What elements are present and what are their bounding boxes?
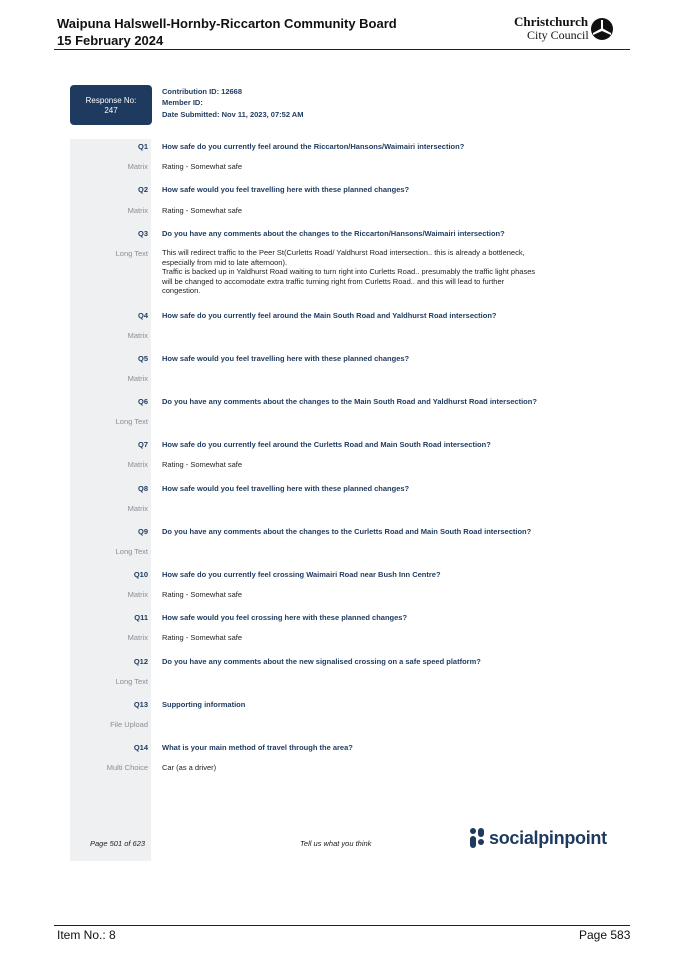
- response-label: Response No:: [85, 96, 137, 105]
- question-type: Matrix: [127, 590, 148, 599]
- question-text: How safe would you feel travelling here with these planned changes?: [162, 354, 410, 363]
- question-sidebar: [70, 139, 151, 861]
- question-text: How safe would you feel travelling here with these planned changes?: [162, 185, 410, 194]
- question-number: Q12: [133, 657, 148, 666]
- contribution-id: [162, 87, 242, 97]
- question-type: Long Text: [115, 677, 148, 686]
- answer-line: especially from mid to late afternoon).: [162, 257, 288, 267]
- question-number: Q11: [134, 613, 148, 622]
- logo-line2: City Council: [527, 28, 589, 42]
- tagline: Tell us what you think: [300, 839, 372, 848]
- question-answer: Rating - Somewhat safe: [162, 633, 243, 642]
- question-text: Do you have any comments about the changes to the Main South Road and Yaldhurst Road intersection?: [162, 397, 537, 406]
- answer-line: congestion.: [162, 286, 201, 295]
- meeting-date: 15 February 2024: [57, 33, 164, 48]
- contribution-value: 12668: [221, 87, 243, 96]
- member-id: [162, 98, 203, 108]
- item-number: Item No.: 8: [57, 928, 116, 942]
- question-answer: Car (as a driver): [162, 763, 217, 772]
- answer-line: will be changed to accomodate extra traffic turning right from Curletts Road.. and this will lead to further: [162, 276, 505, 286]
- footer-rule: [54, 925, 630, 926]
- question-type: File Upload: [110, 720, 148, 729]
- question-number: Q4: [137, 311, 148, 320]
- question-text: Do you have any comments about the changes to the Curletts Road and Main South Road intersection?: [162, 527, 532, 536]
- question-number: Q7: [137, 440, 148, 449]
- question-number: Q13: [133, 700, 148, 709]
- question-number: Q9: [137, 527, 148, 536]
- question-text: Supporting information: [162, 700, 246, 709]
- inner-page-number: Page 501 of 623: [90, 839, 146, 848]
- socialpinpoint-logo: [470, 826, 607, 850]
- question-number: Q8: [137, 484, 148, 493]
- question-number: Q6: [137, 397, 148, 406]
- board-title: Waipuna Halswell-Hornby-Riccarton Community Board: [57, 16, 397, 31]
- question-answer: Rating - Somewhat safe: [162, 162, 243, 171]
- question-type: Matrix: [127, 504, 148, 513]
- logo-line1: Christchurch: [514, 14, 589, 29]
- answer-line: Traffic is backed up in Yaldhurst Road waiting to turn right into Curletts Road.. presumably the traffic light phases: [162, 267, 536, 276]
- question-number: Q10: [133, 570, 148, 579]
- question-type: Matrix: [127, 460, 148, 469]
- date-submitted: [162, 110, 303, 120]
- header-rule: [54, 49, 630, 50]
- contribution-label: Contribution ID:: [162, 87, 220, 96]
- answer-line: This will redirect traffic to the Peer St(Curletts Road/ Yaldhurst Road intersection.. this is already a bottleneck,: [162, 248, 525, 257]
- question-type: Matrix: [127, 331, 148, 340]
- pinpoint-mark-icon: [470, 828, 486, 848]
- question-type: Matrix: [127, 374, 148, 383]
- question-type: Long Text: [115, 249, 148, 258]
- question-number: Q2: [137, 185, 148, 194]
- council-logo: [514, 15, 616, 43]
- question-answer: Rating - Somewhat safe: [162, 460, 243, 469]
- question-type: Matrix: [127, 633, 148, 642]
- long-answer: [162, 248, 592, 296]
- question-type: Long Text: [115, 417, 148, 426]
- question-type: Long Text: [115, 547, 148, 556]
- question-number: Q14: [133, 743, 148, 752]
- question-text: How safe would you feel travelling here with these planned changes?: [162, 484, 410, 493]
- question-text: Do you have any comments about the new signalised crossing on a safe speed platform?: [162, 657, 481, 666]
- council-emblem-icon: [590, 17, 614, 41]
- question-text: How safe do you currently feel around the Curletts Road and Main South Road intersection?: [162, 440, 491, 449]
- question-number: Q3: [137, 229, 148, 238]
- date-label: Date Submitted:: [162, 110, 220, 119]
- response-badge: [70, 85, 152, 125]
- date-value: Nov 11, 2023, 07:52 AM: [221, 110, 304, 119]
- question-number: Q5: [137, 354, 148, 363]
- question-type: Matrix: [127, 206, 148, 215]
- question-number: Q1: [137, 142, 148, 151]
- question-text: Do you have any comments about the changes to the Riccarton/Hansons/Waimairi intersection?: [162, 229, 505, 238]
- page-number: Page 583: [579, 928, 631, 942]
- brand-name: socialpinpoint: [489, 828, 607, 848]
- question-text: How safe do you currently feel around the Riccarton/Hansons/Waimairi intersection?: [162, 142, 465, 151]
- question-text: How safe would you feel crossing here with these planned changes?: [162, 613, 408, 622]
- member-label: Member ID:: [162, 98, 203, 107]
- question-type: Multi Choice: [106, 763, 148, 772]
- question-text: How safe do you currently feel crossing Waimairi Road near Bush Inn Centre?: [162, 570, 441, 579]
- question-text: What is your main method of travel through the area?: [162, 743, 353, 752]
- question-type: Matrix: [127, 162, 148, 171]
- response-number: 247: [104, 106, 118, 115]
- question-answer: Rating - Somewhat safe: [162, 206, 243, 215]
- question-text: How safe do you currently feel around the Main South Road and Yaldhurst Road intersection?: [162, 311, 497, 320]
- question-answer: Rating - Somewhat safe: [162, 590, 243, 599]
